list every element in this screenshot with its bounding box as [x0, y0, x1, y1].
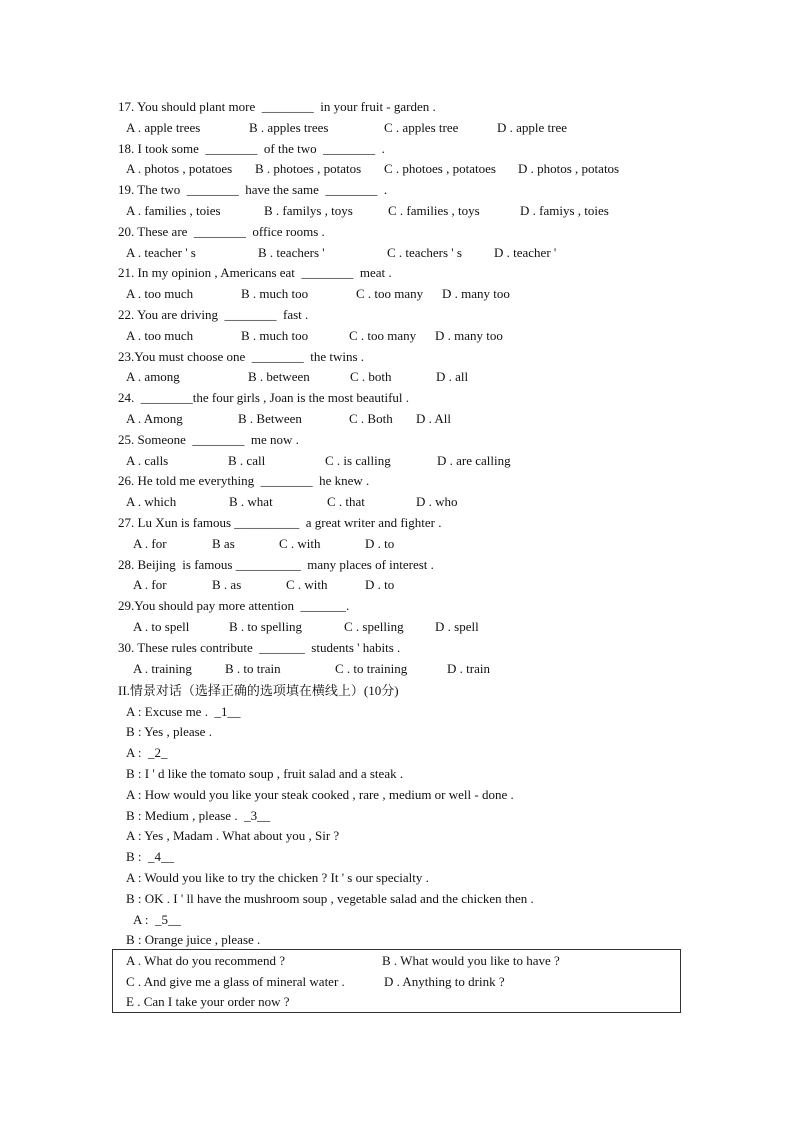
option-d: D . who — [416, 494, 458, 510]
option-a: A . for — [133, 577, 167, 593]
option-b: B . as — [212, 577, 242, 593]
dialog-line: B : Orange juice , please . — [126, 932, 261, 948]
option-a: A . teacher ' s — [126, 244, 196, 260]
option-b: B . what — [229, 494, 273, 510]
option-b: B as — [212, 535, 235, 551]
choice-c: C . And give me a glass of mineral water . — [126, 974, 345, 989]
option-a: A . Among — [126, 411, 183, 426]
option-b: B . familys , toys — [264, 203, 353, 218]
option-d: D . train — [447, 660, 490, 676]
option-a: A . for — [133, 535, 167, 551]
dialog-line: B : _4__ — [126, 849, 175, 865]
option-d: D . All — [416, 411, 452, 426]
option-c: C . both — [350, 369, 392, 385]
option-a: A . apple trees — [126, 119, 201, 135]
option-a: A . families , toies — [126, 203, 221, 218]
option-b: B . photoes , potatos — [255, 161, 362, 177]
option-b: B . to train — [225, 660, 281, 676]
option-b: B . much too — [241, 327, 309, 343]
choice-b: B . What would you like to have ? — [382, 953, 560, 968]
question-stem: 19. The two ________ have the same ________ . — [118, 182, 388, 198]
option-c: C . teachers ' s — [387, 244, 462, 260]
option-d: D . all — [436, 369, 469, 385]
option-d: D . many too — [435, 327, 503, 343]
dialog-line: B : OK . I ' ll have the mushroom soup , vegetable salad and the chicken then . — [126, 890, 534, 906]
option-d: D . are calling — [437, 452, 511, 468]
option-d: D . teacher ' — [494, 244, 557, 260]
question-stem: 20. These are ________ office rooms . — [118, 223, 325, 239]
dialog-line: A : Yes , Madam . What about you , Sir ? — [126, 828, 340, 844]
option-b: B . to spelling — [229, 619, 302, 634]
option-d: D . to — [365, 577, 395, 593]
option-d: D . many too — [442, 286, 510, 302]
option-c: C . to training — [335, 660, 408, 676]
option-d: D . famiys , toies — [520, 203, 609, 218]
question-stem: 18. I took some ________ of the two ________ . — [118, 140, 385, 156]
option-d: D . spell — [435, 619, 479, 634]
question-stem: 23.You must choose one ________ the twins . — [118, 348, 365, 364]
dialog-line: A : _5__ — [133, 911, 182, 927]
question-stem: 27. Lu Xun is famous __________ a great writer and fighter . — [118, 515, 442, 530]
option-b: B . call — [228, 452, 266, 468]
option-d: D . apple tree — [497, 119, 568, 135]
option-c: C . families , toys — [388, 203, 480, 218]
dialog-line: B : Yes , please . — [126, 724, 212, 740]
dialog-line: A : How would you like your steak cooked , rare , medium or well - done . — [126, 786, 514, 802]
choice-a: A . What do you recommend ? — [126, 953, 285, 968]
question-stem: 17. You should plant more ________ in your fruit - garden . — [118, 99, 436, 114]
question-stem: 22. You are driving ________ fast . — [118, 307, 309, 322]
option-a: A . too much — [126, 286, 194, 302]
option-a: A . too much — [126, 327, 194, 343]
question-stem: 26. He told me everything ________ he knew . — [118, 473, 370, 489]
option-b: B . apples trees — [249, 119, 329, 135]
option-b: B . much too — [241, 286, 309, 302]
question-stem: 29.You should pay more attention _______. — [118, 598, 350, 614]
option-d: D . to — [365, 535, 395, 551]
question-stem: 30. These rules contribute _______ students ' habits . — [118, 639, 401, 655]
option-d: D . photos , potatos — [518, 161, 620, 177]
option-a: A . to spell — [133, 619, 190, 634]
dialog-line: B : Medium , please . _3__ — [126, 807, 271, 823]
option-a: A . training — [133, 660, 192, 676]
dialog-line: A : Would you like to try the chicken ? It ' s our specialty . — [126, 869, 429, 885]
option-a: A . calls — [126, 452, 169, 468]
choice-d: D . Anything to drink ? — [384, 974, 505, 989]
option-c: C . too many — [349, 327, 417, 343]
option-a: A . which — [126, 494, 177, 510]
dialog-line: B : I ' d like the tomato soup , fruit salad and a steak . — [126, 765, 404, 781]
option-b: B . between — [248, 369, 310, 385]
option-c: C . spelling — [344, 619, 404, 634]
dialog-line: A : _2_ — [126, 745, 168, 761]
option-a: A . photos , potatoes — [126, 161, 233, 177]
section2-heading: II.情景对话（选择正确的选项填在横线上）(10分) — [118, 683, 399, 698]
option-a: A . among — [126, 369, 180, 385]
choice-e: E . Can I take your order now ? — [126, 994, 290, 1009]
question-stem: 25. Someone ________ me now . — [118, 431, 299, 447]
question-stem: 24. ________the four girls , Joan is the most beautiful . — [118, 390, 410, 406]
option-c: C . photoes , potatoes — [384, 161, 496, 177]
option-c: C . too many — [356, 286, 424, 302]
option-c: C . with — [286, 577, 328, 593]
option-c: C . apples tree — [384, 119, 459, 135]
option-c: C . is calling — [325, 452, 391, 468]
option-c: C . that — [327, 494, 365, 510]
question-stem: 21. In my opinion , Americans eat ________ meat . — [118, 265, 392, 281]
option-c: C . with — [279, 535, 321, 551]
option-b: B . Between — [238, 411, 302, 426]
option-c: C . Both — [349, 411, 393, 426]
question-stem: 28. Beijing is famous __________ many places of interest . — [118, 556, 434, 572]
dialog-line: A : Excuse me . _1__ — [126, 703, 241, 719]
option-b: B . teachers ' — [258, 244, 325, 260]
